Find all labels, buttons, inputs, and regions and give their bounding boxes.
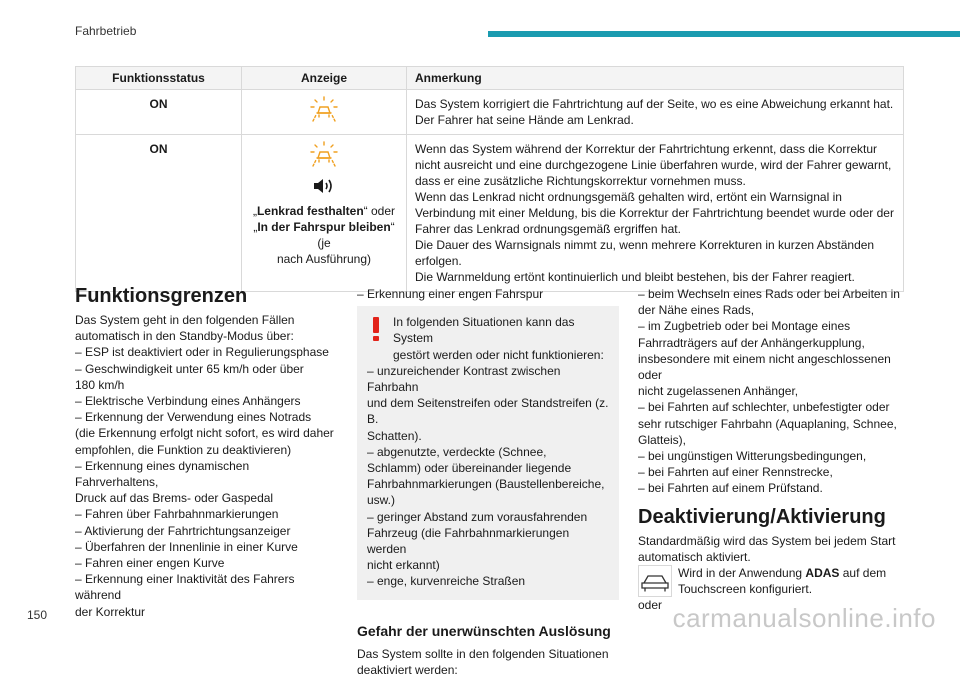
subsection-heading: Gefahr der unerwünschten Auslösung xyxy=(357,622,611,639)
list-item: – Fahren einer engen Kurve xyxy=(75,556,225,571)
list-item: Fahrradträgers auf der Anhängerkupplung, xyxy=(638,335,865,350)
function-status-table xyxy=(75,66,904,292)
note-paragraph: Wenn das Lenkrad nicht ordnungsgemäß gehalten wird, ertönt ein Warnsignal in Verbindung mit einer Meldung, bis die Korrektur der Fahrtrichtung beendet wurde oder der Fahrer das Lenkrad ordnungsgemäß ergriffen hat. xyxy=(415,190,894,236)
header-status: Funktionsstatus xyxy=(76,67,242,90)
display-message: „Lenkrad festhalten“ oder „In der Fahrspur bleiben“ (je nach Ausführung) xyxy=(252,204,396,266)
list-item: – bei Fahrten auf einem Prüfstand. xyxy=(638,481,823,496)
list-item: automatisch in den Standby-Modus über: xyxy=(75,329,294,344)
note-cell: Das System korrigiert die Fahrtrichtung auf der Seite, wo es eine Abweichung erkannt hat. Der Fahrer hat seine Hände am Lenkrad. xyxy=(407,90,904,135)
watermark: carmanualsonline.info xyxy=(672,603,936,633)
list-item: – Erkennung der Verwendung eines Notrads xyxy=(75,410,312,425)
header-display: Anzeige xyxy=(242,67,407,90)
trigger-intro xyxy=(357,646,619,678)
list-item: Glatteis), xyxy=(638,432,687,447)
list-item: Fahrzeug (die Fahrbahnmarkierungen werden xyxy=(367,525,570,557)
list-item: Fahrbahnmarkierungen (Baustellenbereiche, xyxy=(367,477,605,492)
list-item: – enge, kurvenreiche Straßen xyxy=(367,574,526,589)
oder-text: oder xyxy=(638,598,663,613)
list-item: – Aktivierung der Fahrtrichtungsanzeiger xyxy=(75,523,291,538)
section-heading: Deaktivierung/Aktivierung xyxy=(638,505,886,528)
column-deactivation xyxy=(638,286,908,614)
list-item: – Geschwindigkeit unter 65 km/h oder über xyxy=(75,361,304,376)
list-item: empfohlen, die Funktion zu deaktivieren) xyxy=(75,442,292,457)
list-item: – beim Wechseln eines Rads oder bei Arbeiten in xyxy=(638,287,900,301)
table-header-row xyxy=(76,67,904,90)
list-item: (die Erkennung erfolgt nicht sofort, es wird daher xyxy=(75,426,334,441)
adas-text: Touchscreen konfiguriert. xyxy=(678,582,813,597)
table-row xyxy=(76,90,904,135)
default-text: automatisch aktiviert. xyxy=(638,549,751,564)
adas-text: Wird in der Anwendung ADAS auf dem xyxy=(678,566,887,581)
text-line: deaktiviert werden: xyxy=(357,662,458,677)
lane-keep-icon xyxy=(309,141,339,167)
status-cell: ON xyxy=(76,90,242,135)
list-item: – Erkennung einer engen Fahrspur xyxy=(357,287,544,301)
section-heading: Funktionsgrenzen xyxy=(75,285,248,307)
list-item: – ESP ist deaktiviert oder in Regulierungsphase xyxy=(75,345,329,360)
list-item: usw.) xyxy=(367,493,396,508)
status-cell: ON xyxy=(76,135,242,292)
section-title: Fahrbetrieb xyxy=(75,24,137,38)
header-accent-bar xyxy=(488,31,960,37)
note-paragraph: Die Warnmeldung ertönt kontinuierlich und bleibt bestehen, bis der Fahrer reagiert. xyxy=(415,270,855,284)
list-item: Druck auf das Brems- oder Gaspedal xyxy=(75,491,274,506)
list-item: insbesondere mit einem nicht angeschlossenen oder xyxy=(638,351,891,383)
warning-list xyxy=(367,363,609,590)
column-limits xyxy=(75,284,335,620)
list-item: – bei ungünstigen Witterungsbedingungen, xyxy=(638,449,867,464)
list-item: Schlamm) oder übereinander liegende xyxy=(367,461,572,476)
trigger-list xyxy=(638,286,908,497)
list-item: nicht zugelassenen Anhänger, xyxy=(638,384,799,399)
table-row xyxy=(76,135,904,292)
list-item: – Elektrische Verbindung eines Anhängers xyxy=(75,394,301,409)
warning-box xyxy=(357,306,619,599)
list-item: – Überfahren der Innenlinie in einer Kurve xyxy=(75,539,298,554)
list-item: 180 km/h xyxy=(75,377,125,392)
display-cell xyxy=(242,135,407,292)
car-icon xyxy=(638,565,672,597)
list-item: – Erkennung einer Inaktivität des Fahrers während xyxy=(75,572,295,603)
list-item: Schatten). xyxy=(367,428,422,443)
warning-text: gestört werden oder nicht funktionieren: xyxy=(393,347,604,362)
list-item: – bei Fahrten auf schlechter, unbefestigter oder xyxy=(638,400,890,415)
list-item: der Korrektur xyxy=(75,604,146,619)
default-text: Standardmäßig wird das System bei jedem Start xyxy=(638,533,896,548)
header-note: Anmerkung xyxy=(407,67,904,90)
list-item: – Fahren über Fahrbahnmarkierungen xyxy=(75,507,279,522)
warning-text: In folgenden Situationen kann das System xyxy=(393,315,575,346)
list-item: – abgenutzte, verdeckte (Schnee, xyxy=(367,444,547,459)
list-item: – bei Fahrten auf einer Rennstrecke, xyxy=(638,465,833,480)
note-paragraph: Die Dauer des Warnsignals nimmt zu, wenn mehrere Korrekturen in kurzen Abständen erfolgen. xyxy=(415,238,875,268)
text-line: Das System sollte in den folgenden Situationen xyxy=(357,646,609,661)
note-cell xyxy=(407,135,904,292)
list-item: – geringer Abstand zum vorausfahrenden xyxy=(367,509,588,524)
lane-keep-icon xyxy=(309,96,339,122)
list-item: Das System geht in den folgenden Fällen xyxy=(75,313,295,327)
display-cell xyxy=(242,90,407,135)
list-item: und dem Seitenstreifen oder Standstreifen (z. B. xyxy=(367,396,609,427)
adas-config-row xyxy=(638,565,908,597)
limits-list xyxy=(75,312,335,620)
list-item: der Nähe eines Rads, xyxy=(638,303,755,318)
list-item: nicht erkannt) xyxy=(367,558,440,573)
list-item: sehr rutschiger Fahrbahn (Aquaplaning, Schnee, xyxy=(638,416,897,431)
list-item: – unzureichender Kontrast zwischen Fahrbahn xyxy=(367,363,561,395)
warning-icon xyxy=(367,316,385,342)
column-disturbance xyxy=(357,286,619,678)
speaker-icon xyxy=(311,175,337,197)
list-item: – Erkennung eines dynamischen Fahrverhaltens, xyxy=(75,458,250,490)
page-number: 150 xyxy=(27,608,48,622)
list-item: – im Zugbetrieb oder bei Montage eines xyxy=(638,319,851,334)
note-paragraph: Wenn das System während der Korrektur der Fahrtrichtung erkennt, dass die Korrektur nicht ausreicht und eine durchgezogene Linie überfahren wurde, wird der Fahrer gewarnt, dass er eine zusätzliche Richtungskorrektur vornehmen muss. xyxy=(415,142,892,188)
